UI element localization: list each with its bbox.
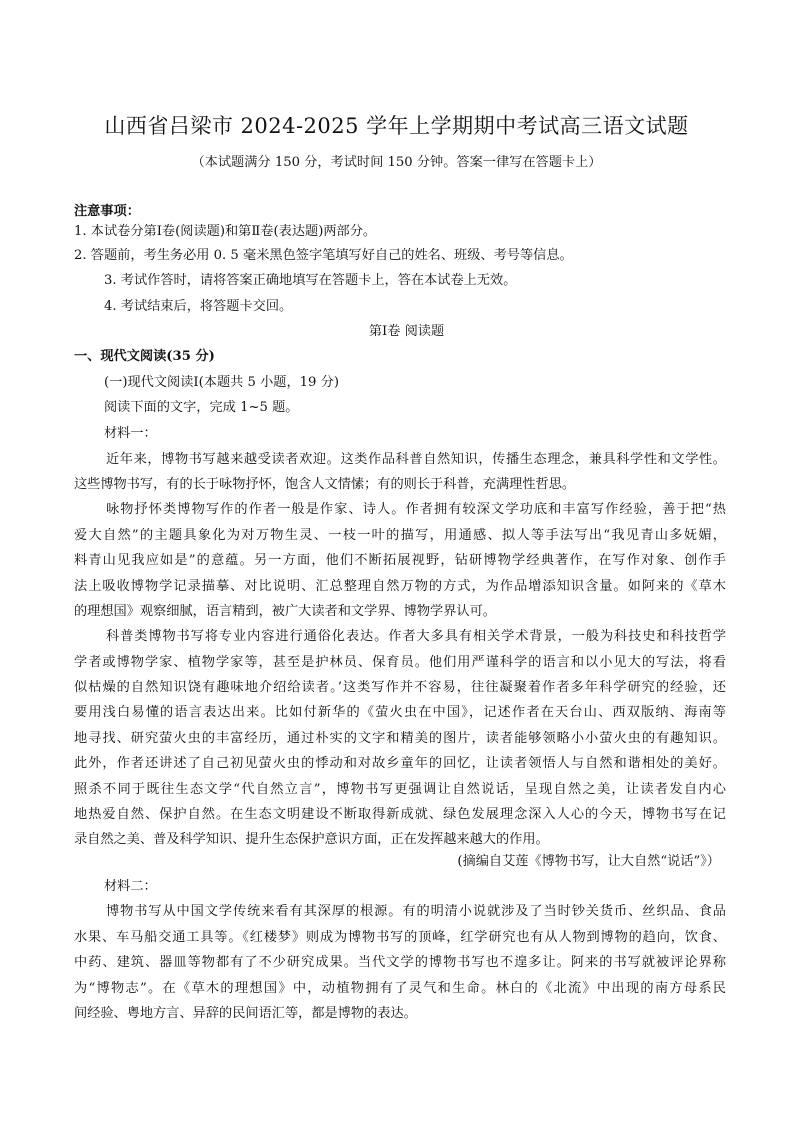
volume-title: 第Ⅰ卷 阅读题: [368, 324, 445, 339]
notice-item-4: 4. 考试结束后，将答题卡交回。: [104, 299, 293, 314]
notice-item-2: 2. 答题前，考生务必用 0. 5 毫米黑色签字笔填写好自己的姓名、班级、考号等信息。: [74, 248, 573, 263]
material1-line: 此外，作者还讲述了自己初见萤火虫的悸动和对故乡童年的回忆，让读者领悟人与自然和谐相处的美好。: [74, 756, 726, 771]
material1-line: 的理想国》观察细腻，语言精到，被广大读者和文学界、博物学界认可。: [74, 604, 496, 619]
section-heading: 一、现代文阅读(35 分): [74, 349, 215, 364]
notice-heading: 注意事项：: [74, 204, 140, 219]
material1-line: 学者或博物学家、植物学家等，甚至是护林员、保育员。他们用严谨科学的语言和以小见大的写法，将看: [74, 655, 726, 670]
page-title: 山西省吕梁市 2024-2025 学年上学期期中考试高三语文试题: [104, 114, 689, 138]
material1-line: 爱大自然”的主题具象化为对万物生灵、一枝一叶的描写，用通感、拟人等手法写出“我见青山多妩媚，: [74, 528, 726, 543]
material1-label: 材料一：: [104, 426, 157, 441]
notice-item-3: 3. 考试作答时，请将答案正确地填写在答题卡上，答在本试卷上无效。: [104, 273, 517, 288]
material1-line: 料青山见我应如是”的意蕴。另一方面，他们不断拓展视野，钻研博物学经典著作，在写作对象、创作手: [74, 553, 726, 568]
material2-line: 为“博物志”。在《草木的理想国》中，动植物拥有了灵气和生命。林白的《北流》中出现的南方母系民: [74, 981, 726, 996]
material1-line: 法上吸收博物学记录描摹、对比说明、汇总整理自然万物的方式，为作品增添知识含量。如阿来的《草木: [74, 579, 726, 594]
material2-line: 中药、建筑、器皿等物都有了不少研究成果。当代文学的博物书写也不遑多让。阿来的书写就被评论界称: [74, 955, 726, 970]
material2-line: 博物书写从中国文学传统来看有其深厚的根源。有的明清小说就涉及了当时钞关货币、丝织品、食品: [106, 904, 726, 919]
material1-line: 地寻找、研究萤火虫的丰富经历，通过朴实的文字和精美的图片，读者能够领略小小萤火虫的有趣知识。: [74, 731, 726, 746]
material1-line: 近年来，博物书写越来越受读者欢迎。这类作品科普自然知识，传播生态理念，兼具科学性和文学性。: [106, 452, 726, 467]
material1-line: 咏物抒怀类博物写作的作者一般是作家、诗人。作者拥有较深文学功底和丰富写作经验，善于把“热: [106, 502, 726, 517]
material1-source: (摘编自艾莲《博物书写，让大自然“说话”》）: [457, 854, 720, 869]
material1-line: 录自然之美、普及科学知识、提升生态保护意识方面，正在发挥越来越大的作用。: [74, 832, 549, 847]
material2-line: 水果、车马船交通工具等。《红楼梦》则成为博物书写的顶峰，红学研究也有从人物到博物的趋向，饮食、: [74, 930, 726, 945]
sub-section-heading: (一)现代文阅读Ⅰ(本题共 5 小题，19 分): [104, 375, 339, 390]
material1-line: 科普类博物书写将专业内容进行通俗化表达。作者大多具有相关学术背景，一般为科技史和科技哲学: [106, 629, 726, 644]
material1-line: 似枯燥的自然知识饶有趣味地介绍给读者。’这类写作并不容易，往往凝聚着作者多年科学研究的经验，还: [74, 680, 726, 695]
material2-label: 材料二：: [104, 879, 157, 894]
material1-line: 照杀不同于既往生态文学“代自然立言”，博物书写更强调让自然说话，呈现自然之美，让读者发自内心: [74, 782, 726, 797]
material2-line: 间经验、粤地方言、异辞的民间语汇等，都是博物的表达。: [74, 1006, 417, 1021]
material1-line: 这些博物书写，有的长于咏物抒怀，饱含人文情愫；有的则长于科普，充满理性哲思。: [74, 477, 576, 492]
notice-item-1: 1. 本试卷分第Ⅰ卷(阅读题)和第Ⅱ卷(表达题)两部分。: [74, 224, 377, 239]
material1-line: 要用浅白易懂的语言表达出来。比如付新华的《萤火虫在中国》，记述作者在天台山、西双版纳、海南等: [74, 705, 726, 720]
page-subtitle: （本试题满分 150 分，考试时间 150 分钟。答案一律写在答题卡上）: [191, 155, 602, 170]
material1-line: 地热爱自然、保护自然。在生态文明建设不断取得新成就、绿色发展理念深入人心的今天，博物书写在记: [74, 807, 726, 822]
reading-instruction: 阅读下面的文字，完成 1~5 题。: [104, 400, 299, 415]
